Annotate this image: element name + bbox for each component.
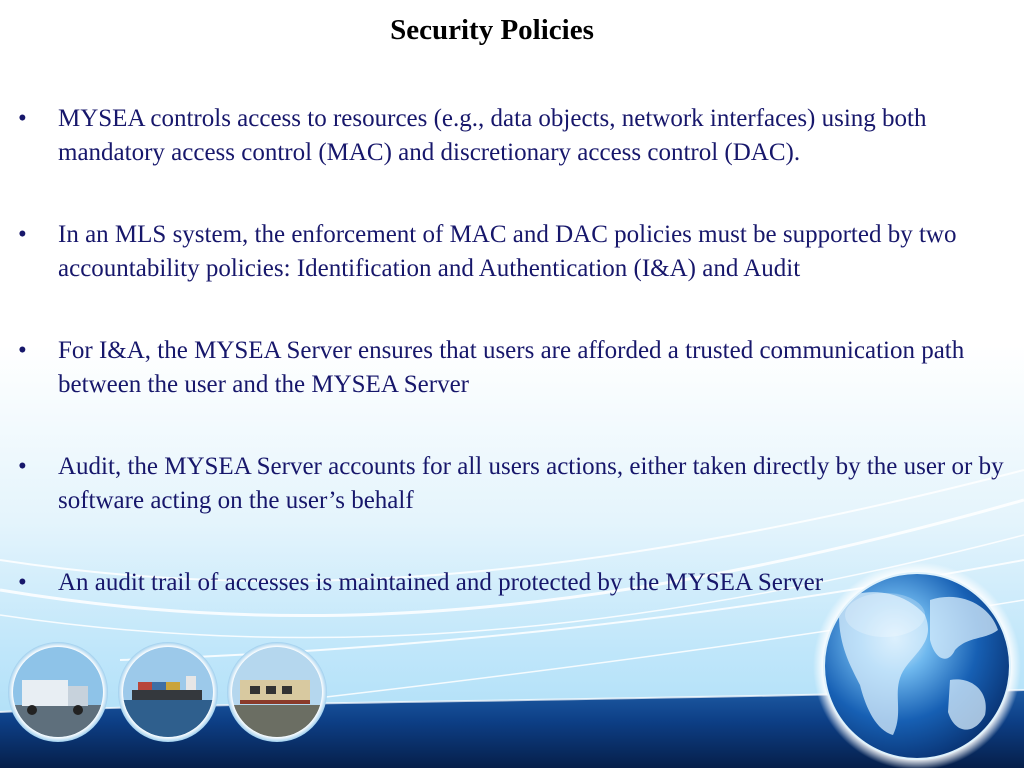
bullet-text: In an MLS system, the enforcement of MAC and DAC policies must be supported by two accountability policies: Identification and Authentication (I&A) and Audit	[58, 221, 957, 282]
bullet-marker: •	[18, 221, 27, 248]
bullet-marker: •	[18, 569, 27, 596]
bullet-marker: •	[18, 337, 27, 364]
bullet-marker: •	[18, 453, 27, 480]
bullet-item	[18, 218, 1008, 286]
bullet-list	[18, 102, 1008, 648]
bullet-text: Audit, the MYSEA Server accounts for all users actions, either taken directly by the user or by software acting on the user’s behalf	[58, 453, 1004, 514]
bullet-item	[18, 102, 1008, 170]
bullet-marker: •	[18, 105, 27, 132]
bullet-text: MYSEA controls access to resources (e.g., data objects, network interfaces) using both mandatory access control (MAC) and discretionary access control (DAC).	[58, 105, 927, 166]
bullet-item	[18, 450, 1008, 518]
bullet-item	[18, 334, 1008, 402]
bullet-text: An audit trail of accesses is maintained and protected by the MYSEA Server	[58, 569, 824, 596]
bullet-item	[18, 566, 1008, 600]
slide-title: Security Policies	[390, 14, 594, 46]
bullet-text: For I&A, the MYSEA Server ensures that users are afforded a trusted communication path between the user and the MYSEA Server	[58, 337, 965, 398]
